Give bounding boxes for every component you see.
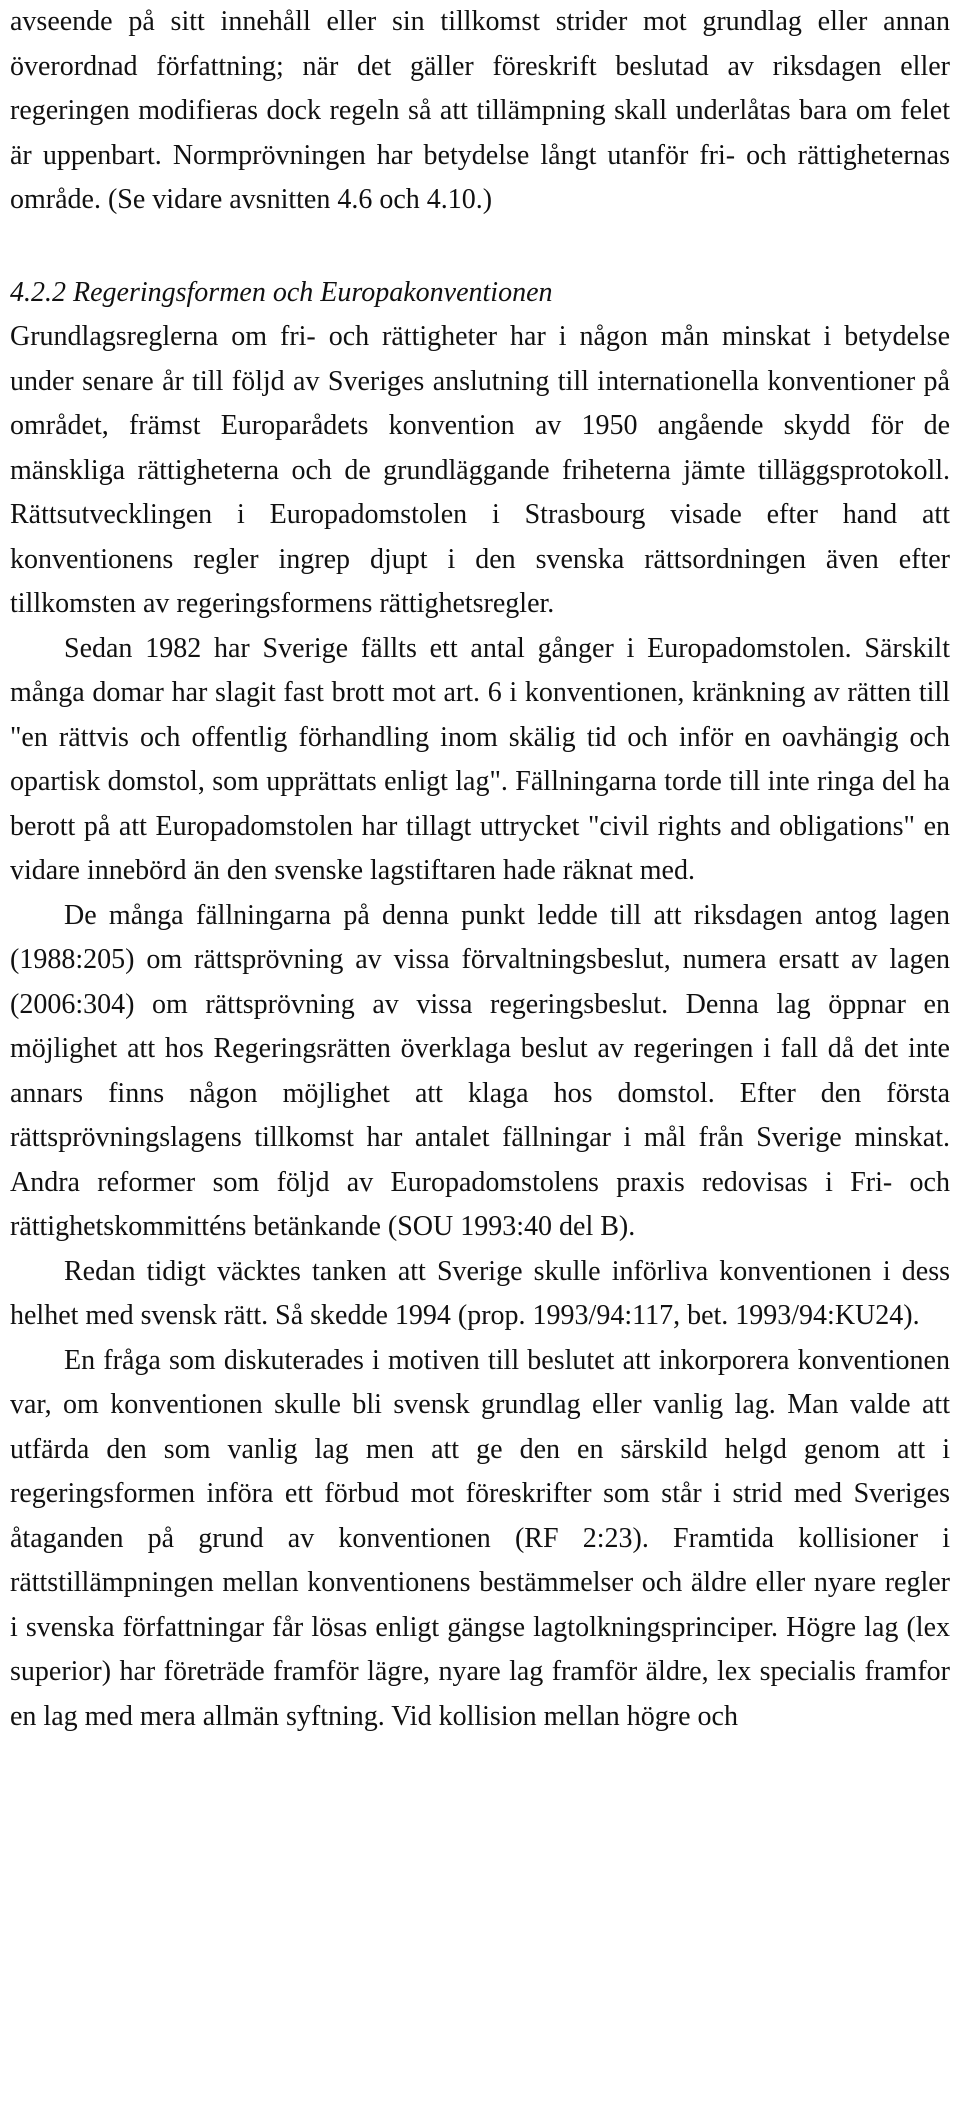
intro-paragraph: avseende på sitt innehåll eller sin tillkomst strider mot grundlag eller annan överordnad författning; när det gäller föreskrift beslutad av riksdagen eller regeringen modifieras dock regeln så att tillämpning skall underlåtas bara om felet är uppenbart. Normprövningen har betydelse långt utanför fri- och rättigheternas område. (Se vidare avsnitten 4.6 och 4.10.): [10, 6, 950, 215]
section-paragraph-5: En fråga som diskuterades i motiven till beslutet att inkorporera konventionen var, om konventionen skulle bli svensk grundlag eller vanlig lag. Man valde att utfärda den som vanlig lag men att ge den en särskild helgd genom att i regeringsformen införa ett förbud mot föreskrifter som står i strid med Sveriges åtaganden på grund av konventionen (RF 2:23). Framtida kollisioner i rättstillämpningen mellan konventionens bestämmelser och äldre eller nyare regler i svenska författningar får lösas enligt gängse lagtolkningsprinciper. Högre lag (lex superior) har företräde framför lägre, nyare lag framför äldre, lex specialis framfor en lag med mera allmän syftning. Vid kollision mellan högre och: [10, 1344, 950, 1732]
section-paragraph-4: Redan tidigt väcktes tanken att Sverige skulle införliva konventionen i dess helhet med svensk rätt. Så skedde 1994 (prop. 1993/94:117, bet. 1993/94:KU24).: [10, 1255, 950, 1331]
document-page: [10, 0, 950, 1739]
section-heading-line: [10, 271, 950, 316]
section-paragraph-2: Sedan 1982 har Sverige fällts ett antal gånger i Europadomstolen. Särskilt många domar har slagit fast brott mot art. 6 i konventionen, kränkning av rätten till "en rättvis och offentlig förhandling inom skälig tid och inför en oavhängig och opartisk domstol, som upprättats enligt lag". Fällningarna torde till inte ringa del ha berott på att Europadomstolen har tillagt uttrycket "civil rights and obligations" en vidare innebörd än den svenske lagstiftaren hade räknat med.: [10, 632, 950, 886]
section-paragraph-1: Grundlagsreglerna om fri- och rättigheter har i någon mån minskat i betydelse under senare år till följd av Sveriges anslutning till internationella konventioner på området, främst Europarådets konvention av 1950 angående skydd för de mänskliga rättigheterna och de grundläggande friheterna jämte tilläggsprotokoll. Rättsutvecklingen i Europadomstolen i Strasbourg visade efter hand att konventionens regler ingrep djupt i den svenska rättsordningen även efter tillkomsten av regeringsformens rättighetsregler.: [10, 321, 950, 619]
section-paragraph-3: De många fällningarna på denna punkt ledde till att riksdagen antog lagen (1988:205) om rättsprövning av vissa förvaltningsbeslut, numera ersatt av lagen (2006:304) om rättsprövning av vissa regeringsbeslut. Denna lag öppnar en möjlighet att hos Regeringsrätten överklaga beslut av regeringen i fall då det inte annars finns någon möjlighet att klaga hos domstol. Efter den första rättsprövningslagens tillkomst har antalet fällningar i mål från Sverige minskat. Andra reformer som följd av Europadomstolens praxis redovisas i Fri- och rättighetskommitténs betänkande (SOU 1993:40 del B).: [10, 899, 950, 1242]
section-spacer: [10, 223, 950, 271]
section-heading: 4.2.2 Regeringsformen och Europakonventionen: [10, 276, 553, 308]
